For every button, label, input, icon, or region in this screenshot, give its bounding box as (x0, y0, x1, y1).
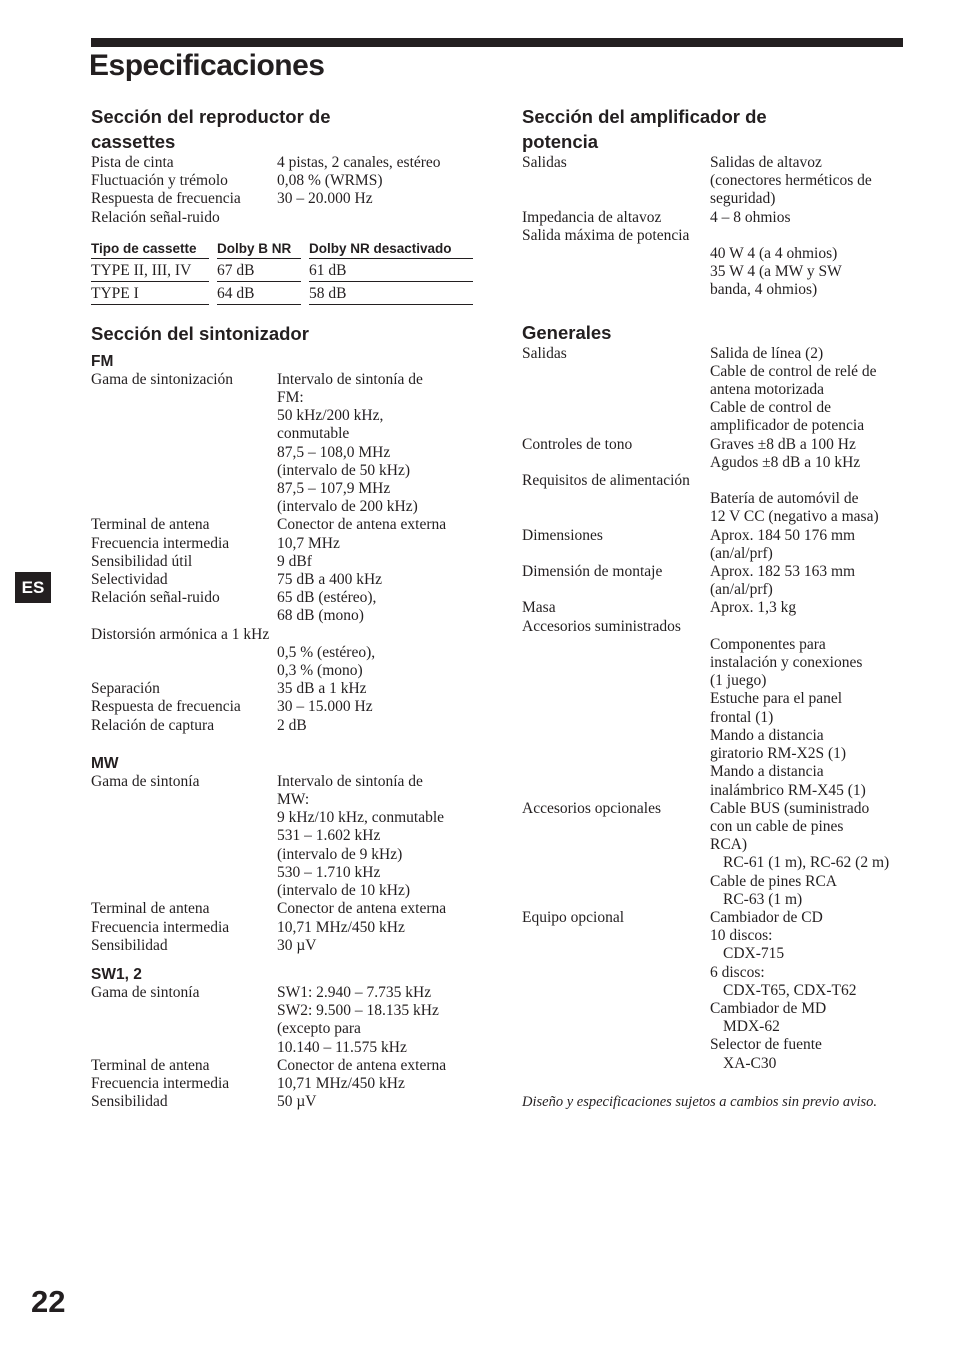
spec-value (710, 490, 904, 526)
spec-label: Frecuencia intermedia (91, 918, 230, 936)
spec-label: Gama de sintonización (91, 370, 234, 388)
spec-value-line: SW1: 2.940 – 7.735 kHz (277, 983, 432, 1001)
spec-value-line: 0,5 % (estéreo), (277, 643, 376, 661)
spec-label: Relación señal-ruido (91, 208, 220, 226)
spec-value (710, 436, 904, 472)
left-column (91, 104, 475, 1111)
spec-value-line: (intervalo de 9 kHz) (277, 845, 403, 863)
spec-label: Relación de captura (91, 716, 215, 734)
title-rule (91, 38, 903, 47)
spec-label: Relación señal-ruido (91, 589, 220, 607)
spec-label: Fluctuación y trémolo (91, 172, 228, 190)
spec-value (277, 371, 475, 517)
spec-label: Terminal de antena (91, 516, 210, 534)
fm-specs (91, 371, 475, 735)
spec-label: Frecuencia intermedia (91, 534, 230, 552)
spec-value-line: 30 µV (277, 936, 317, 954)
spec-value-line: 65 dB (estéreo), (277, 589, 377, 607)
table-cell: 64 dB (217, 281, 301, 304)
spec-value-line: Conector de antena externa (277, 1056, 447, 1074)
spec-value (710, 909, 904, 1073)
spec-value-line: (excepto para (277, 1020, 361, 1038)
spec-value-line: Agudos ±8 dB a 10 kHz (710, 453, 861, 471)
spec-value-line: Mando a distancia (710, 763, 824, 781)
spec-value-line: 9 kHz/10 kHz, conmutable (277, 809, 445, 827)
spec-value-line: CDX-715 (723, 945, 785, 963)
spec-value-line: FM: (277, 389, 304, 407)
spec-value-line: CDX-T65, CDX-T62 (723, 981, 857, 999)
spec-value (710, 599, 904, 617)
spec-value (277, 984, 475, 1057)
table-row (91, 258, 473, 281)
spec-value-line: Aprox. 182 53 163 mm (710, 563, 856, 581)
fm-subheading: FM (91, 352, 114, 370)
spec-value-line: con un cable de pines (710, 817, 844, 835)
spec-value-line: (an/al/prf) (710, 581, 773, 599)
spec-value-line: Aprox. 184 50 176 mm (710, 526, 856, 544)
table-header: Dolby B NR (217, 235, 301, 259)
spec-value-line: Batería de automóvil de (710, 490, 859, 508)
cassette-heading-line2: cassettes (91, 131, 176, 152)
spec-value (277, 680, 475, 698)
spec-label: Selectividad (91, 571, 168, 589)
spec-value-line: 30 – 15.000 Hz (277, 698, 373, 716)
spec-value (277, 190, 475, 208)
spec-value-line: amplificador de potencia (710, 417, 865, 435)
sw-subheading: SW1, 2 (91, 965, 142, 983)
mw-subheading: MW (91, 754, 119, 772)
spec-value-line: MDX-62 (723, 1018, 780, 1036)
spec-value-line: 40 W 4 (a 4 ohmios) (710, 245, 838, 263)
spec-value (277, 154, 475, 172)
spec-value-line: RC-61 (1 m), RC-62 (2 m) (723, 854, 890, 872)
spec-value-line: 68 dB (mono) (277, 607, 364, 625)
spec-label: Salidas (522, 154, 567, 171)
spec-value-line: giratorio RM-X2S (1) (710, 745, 847, 763)
cassette-heading-line1: Sección del reproductor de (91, 106, 331, 127)
spec-label: Equipo opcional (522, 908, 625, 926)
table-cell: 67 dB (217, 258, 301, 281)
spec-value-line: 6 discos: (710, 963, 765, 981)
spec-value-line: Cambiador de MD (710, 999, 827, 1017)
spec-value (277, 937, 475, 955)
spec-label: Gama de sintonía (91, 772, 200, 790)
general-section-heading: Generales (522, 321, 612, 343)
spec-label: Salida máxima de potencia (522, 226, 690, 244)
spec-value-line: Graves ±8 dB a 100 Hz (710, 435, 856, 453)
spec-value-line: 30 – 20.000 Hz (277, 190, 373, 208)
spec-label: Sensibilidad (91, 936, 168, 954)
spec-value-line: (intervalo de 50 kHz) (277, 461, 410, 479)
spec-value-line: instalación y conexiones (710, 654, 863, 672)
spec-value-line: 10,71 MHz/450 kHz (277, 1074, 405, 1092)
spec-value (277, 571, 475, 589)
table-header: Tipo de cassette (91, 235, 209, 259)
spec-label: Frecuencia intermedia (91, 1074, 230, 1092)
spec-value-line: 4 – 8 ohmios (710, 208, 791, 226)
spec-value (710, 563, 904, 599)
spec-value-line: Cable BUS (suministrado (710, 799, 870, 817)
spec-label: Accesorios opcionales (522, 799, 662, 817)
spec-value-line: Estuche para el panel (710, 690, 843, 708)
spec-value-line: Salidas de altavoz (710, 154, 822, 171)
spec-value (277, 535, 475, 553)
spec-value-line: 10 discos: (710, 927, 773, 945)
spec-value-line: (conectores herméticos de (710, 172, 872, 190)
spec-label: Respuesta de frecuencia (91, 698, 241, 716)
spec-value-line: Aprox. 1,3 kg (710, 599, 797, 617)
spec-value (710, 245, 904, 300)
spec-label: Dimensiones (522, 526, 603, 544)
spec-value (710, 527, 904, 563)
spec-value-line: 0,08 % (WRMS) (277, 172, 383, 190)
spec-value-line: banda, 4 ohmios) (710, 281, 818, 299)
table-cell: 61 dB (309, 258, 473, 281)
spec-value-line: (intervalo de 10 kHz) (277, 882, 410, 900)
spec-value-line: Cable de control de relé de (710, 362, 877, 380)
right-column (522, 104, 904, 1111)
spec-value-line: (an/al/prf) (710, 544, 773, 562)
cassette-section-heading (91, 104, 475, 154)
spec-value (710, 154, 904, 209)
spec-value (277, 1093, 475, 1111)
amplifier-heading-line1: Sección del amplificador de (522, 106, 767, 127)
footnote: Diseño y especificaciones sujetos a cambios sin previo aviso. (522, 1093, 878, 1110)
spec-value-line: (intervalo de 200 kHz) (277, 498, 418, 516)
spec-value-line: Mando a distancia (710, 726, 824, 744)
spec-value-line: RC-63 (1 m) (723, 890, 803, 908)
table-cell: 58 dB (309, 281, 473, 304)
spec-value-line: inalámbrico RM-X45 (1) (710, 781, 866, 799)
spec-value-line: MW: (277, 791, 310, 809)
spec-value-line: 12 V CC (negativo a masa) (710, 508, 879, 526)
spec-label: Controles de tono (522, 435, 633, 453)
spec-value (277, 1075, 475, 1093)
spec-label: Sensibilidad (91, 1093, 168, 1111)
spec-value-line: Intervalo de sintonía de (277, 370, 423, 388)
spec-value-line: Intervalo de sintonía de (277, 772, 423, 790)
spec-label: Sensibilidad útil (91, 552, 193, 570)
spec-value-line: (1 juego) (710, 672, 767, 690)
spec-value-line: 531 – 1.602 kHz (277, 827, 381, 845)
spec-value (277, 644, 475, 680)
spec-value (277, 553, 475, 571)
spec-value-line: Cable de control de (710, 399, 831, 417)
table-cell: TYPE I (91, 281, 209, 304)
spec-label: Dimensión de montaje (522, 563, 663, 581)
spec-value (710, 345, 904, 436)
sw-specs (91, 984, 475, 1111)
spec-label: Accesorios suministrados (522, 617, 681, 635)
spec-value-line: 75 dB a 400 kHz (277, 571, 383, 589)
spec-label: Respuesta de frecuencia (91, 190, 241, 208)
spec-label: Distorsión armónica a 1 kHz (91, 625, 270, 643)
spec-value (277, 717, 475, 735)
spec-value-line: 530 – 1.710 kHz (277, 863, 381, 881)
spec-value-line: 50 µV (277, 1093, 317, 1111)
amplifier-section-heading (522, 104, 904, 154)
spec-value-line: 10,7 MHz (277, 534, 340, 552)
cassette-specs (91, 154, 475, 227)
table-cell: TYPE II, III, IV (91, 258, 209, 281)
spec-value-line: Cambiador de CD (710, 908, 823, 926)
spec-label: Masa (522, 599, 556, 617)
general-specs (522, 345, 904, 1073)
spec-value-line: 87,5 – 107,9 MHz (277, 480, 391, 498)
spec-value (277, 919, 475, 937)
cassette-snr-table (91, 235, 473, 305)
spec-value-line: 10,71 MHz/450 kHz (277, 918, 405, 936)
spec-label: Terminal de antena (91, 900, 210, 918)
tuner-section-heading: Sección del sintonizador (91, 322, 309, 344)
spec-value-line: seguridad) (710, 190, 776, 208)
spec-label: Requisitos de alimentación (522, 472, 690, 490)
spec-value-line: 35 W 4 (a MW y SW (710, 263, 842, 281)
spec-value-line: Salida de línea (2) (710, 344, 824, 362)
spec-value (277, 1057, 475, 1075)
spec-value-line: 9 dBf (277, 552, 312, 570)
spec-value-line: 10.140 – 11.575 kHz (277, 1038, 407, 1056)
spec-value-line: 50 kHz/200 kHz, (277, 407, 384, 425)
spec-value (277, 773, 475, 900)
table-row (91, 281, 473, 304)
spec-value-line: conmutable (277, 425, 350, 443)
spec-value (277, 698, 475, 716)
spec-label: Terminal de antena (91, 1056, 210, 1074)
spec-value-line: Conector de antena externa (277, 516, 447, 534)
amplifier-heading-line2: potencia (522, 131, 599, 152)
spec-value-line: antena motorizada (710, 381, 825, 399)
table-header-row (91, 235, 473, 259)
amplifier-specs (522, 154, 904, 300)
spec-value (710, 800, 904, 909)
spec-value-line: 0,3 % (mono) (277, 662, 363, 680)
spec-value-line: RCA) (710, 836, 748, 854)
spec-value-line: 87,5 – 108,0 MHz (277, 443, 391, 461)
spec-value-line: Cable de pines RCA (710, 872, 837, 890)
spec-value-line: SW2: 9.500 – 18.135 kHz (277, 1002, 439, 1020)
spec-value (277, 172, 475, 190)
language-tab: ES (15, 572, 51, 603)
table-header: Dolby NR desactivado (309, 235, 473, 259)
page-title: Especificaciones (89, 49, 325, 82)
spec-value-line: 4 pistas, 2 canales, estéreo (277, 154, 441, 171)
mw-specs (91, 773, 475, 955)
spec-value (277, 900, 475, 918)
spec-value-line: frontal (1) (710, 708, 774, 726)
spec-value-line: Componentes para (710, 635, 826, 653)
spec-value-line: 35 dB a 1 kHz (277, 680, 367, 698)
spec-label: Separación (91, 680, 160, 698)
spec-value (277, 589, 475, 625)
spec-value (277, 516, 475, 534)
spec-label: Salidas (522, 344, 567, 362)
spec-value (710, 209, 904, 227)
spec-value (277, 209, 475, 227)
page-number: 22 (31, 1284, 66, 1319)
spec-value (710, 636, 904, 800)
spec-value-line: XA-C30 (723, 1054, 777, 1072)
spec-value-line: Selector de fuente (710, 1036, 822, 1054)
spec-value-line: 2 dB (277, 716, 307, 734)
spec-value-line: Conector de antena externa (277, 900, 447, 918)
spec-label: Pista de cinta (91, 154, 174, 171)
spec-label: Impedancia de altavoz (522, 208, 662, 226)
spec-label: Gama de sintonía (91, 983, 200, 1001)
